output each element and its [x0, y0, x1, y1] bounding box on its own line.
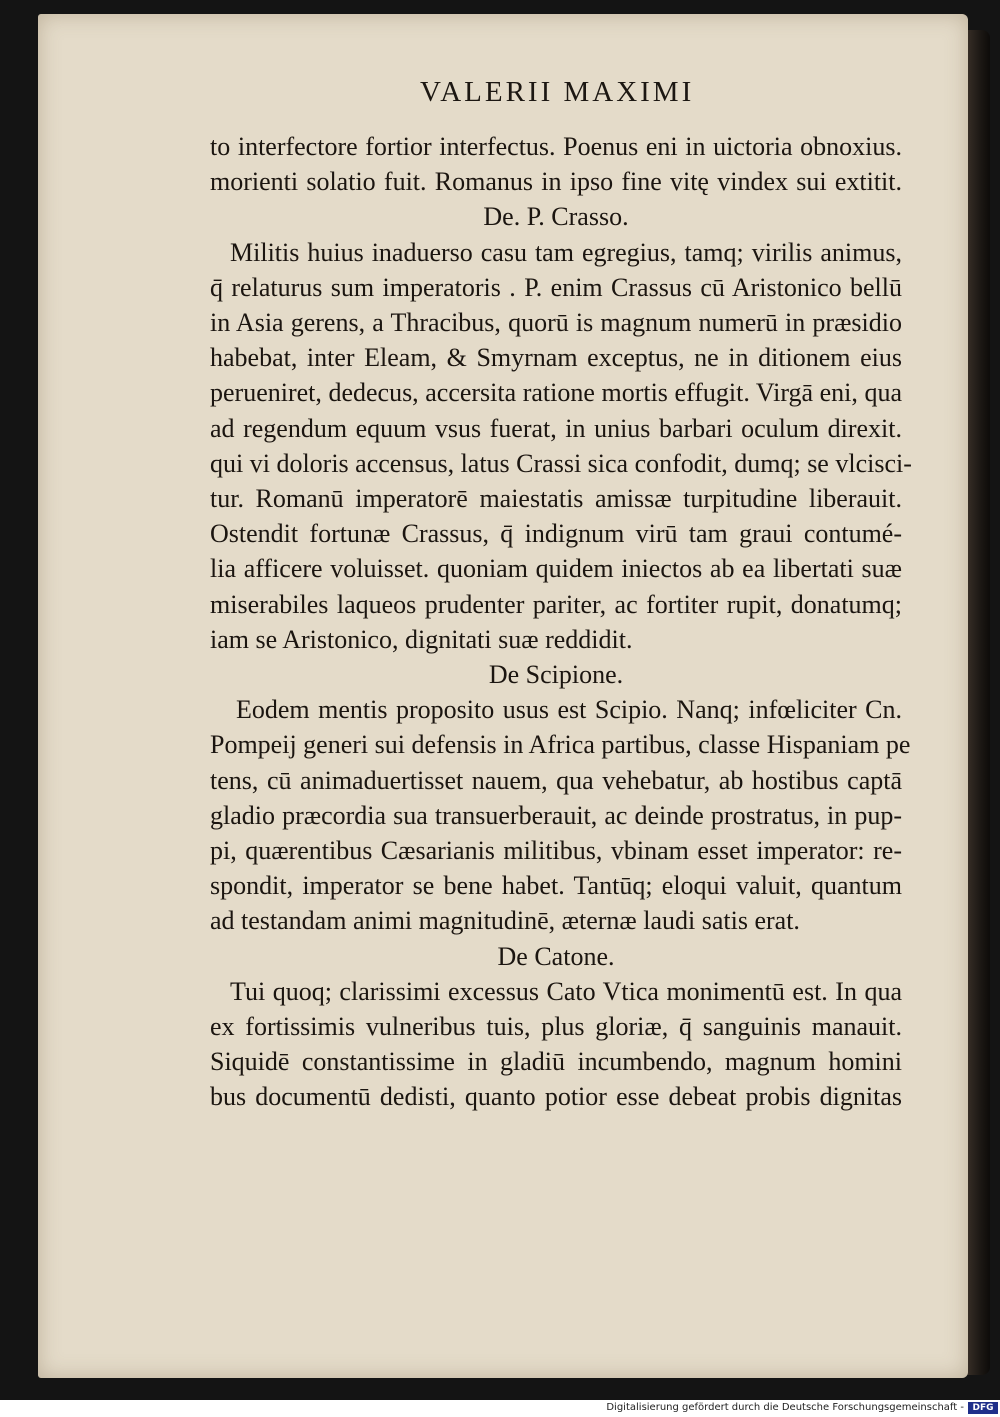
- text-line: perueniret, dedecus, accersita ratione mortis effugit. Virgā eni, qua: [210, 378, 902, 408]
- text-line: Siquidē constantissime in gladiū incumbendo, magnum homini: [210, 1047, 902, 1077]
- text-line: in Asia gerens, a Thracibus, quorū is magnum numerū in præsidio: [210, 308, 902, 337]
- text-line: pi, quærentibus Cæsarianis militibus, vbinam esset imperator: re-: [210, 836, 902, 865]
- running-header: VALERII MAXIMI: [420, 76, 695, 108]
- dfg-logo: DFG: [968, 1402, 998, 1414]
- section-heading: De Catone.: [497, 941, 615, 971]
- text-line: gladio præcordia sua transuerberauit, ac deinde prostratus, in pup-: [210, 800, 902, 830]
- text-line: spondit, imperator se bene habet. Tantūq; eloqui valuit, quantum: [210, 871, 902, 901]
- text-line: Eodem mentis proposito usus est Scipio. Nanq; infœliciter Cn.: [236, 695, 902, 725]
- text-line: iam se Aristonico, dignitati suæ reddidit.: [210, 624, 633, 654]
- text-line: ex fortissimis vulneribus tuis, plus gloriæ, q̄ sanguinis manauit.: [210, 1012, 902, 1041]
- text-line: Tui quoq; clarissimi excessus Cato Vtica monimentū est. In qua: [230, 976, 902, 1006]
- text-line: Militis huius inaduerso casu tam egregius, tamq; virilis animus,: [230, 237, 902, 267]
- text-line: tur. Romanū imperatorē maiestatis amissæ turpitudine liberauit.: [210, 484, 902, 513]
- text-line: ad regendum equum vsus fuerat, in unius barbari oculum direxit.: [210, 413, 902, 443]
- section-heading: De. P. Crasso.: [483, 202, 629, 232]
- section-heading: De Scipione.: [488, 660, 624, 689]
- footer-bar: [0, 1400, 1000, 1417]
- text-line: Ostendit fortunæ Crassus, q̄ indignum virū tam graui contumé-: [210, 519, 902, 549]
- text-line: morienti solatio fuit. Romanus in ipso fine vitę vindex sui extitit.: [210, 167, 902, 197]
- text-line: lia afficere voluisset. quoniam quidem iniectos ab ea libertati suæ: [210, 554, 902, 584]
- text-line: q̄ relaturus sum imperatoris . P. enim Crassus cū Aristonico bellū: [210, 272, 902, 302]
- text-line: to interfectore fortior interfectus. Poenus eni in uictoria obnoxius.: [210, 132, 902, 161]
- funding-notice: Digitalisierung gefördert durch die Deutsche Forschungsgemeinschaft -: [606, 1402, 964, 1413]
- text-line: tens, cū animaduertisset nauem, qua vehebatur, ab hostibus captā: [210, 765, 902, 795]
- text-line: bus documentū dedisti, quanto potior esse debeat probis dignitas: [210, 1082, 902, 1112]
- text-line: qui vi doloris accensus, latus Crassi sica confodit, dumq; se vlcisci-: [210, 448, 912, 478]
- text-line: habebat, inter Eleam, & Smyrnam exceptus, ne in ditionem eius: [210, 343, 902, 373]
- text-line: ad testandam animi magnitudinē, æternæ laudi satis erat.: [210, 906, 800, 936]
- book-edge: [966, 30, 990, 1375]
- text-line: Pompeij generi sui defensis in Africa partibus, classe Hispaniam pe: [210, 730, 911, 760]
- text-line: miserabiles laqueos prudenter pariter, ac fortiter rupit, donatumq;: [210, 589, 902, 619]
